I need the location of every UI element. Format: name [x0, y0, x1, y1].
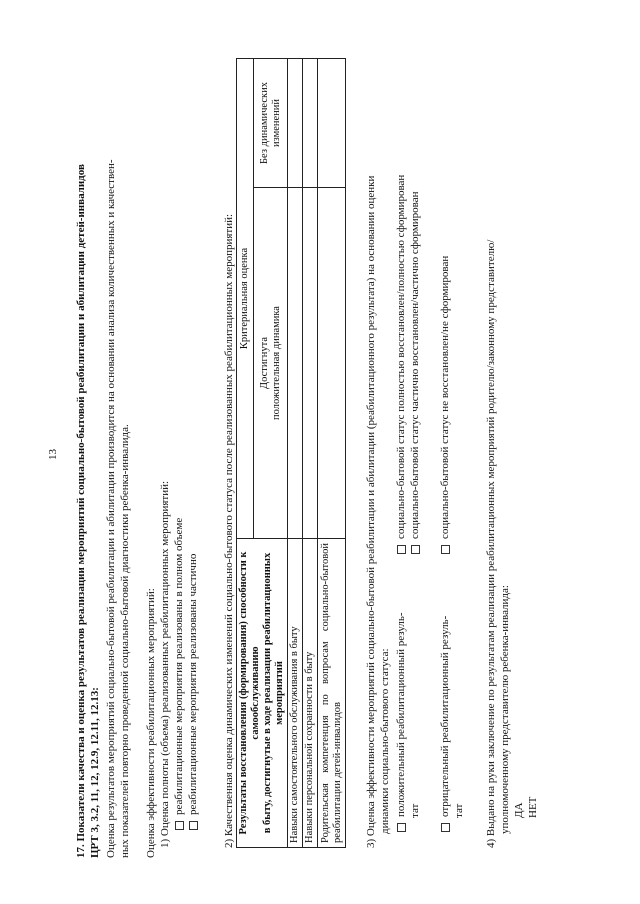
dynamics-table [236, 58, 346, 848]
checkbox[interactable] [397, 823, 406, 832]
table-row [288, 59, 303, 848]
page-number: 13 [47, 449, 59, 460]
answer-yes[interactable]: ДА [513, 802, 525, 818]
item-4-text-cont: уполномоченному представителю ребенка-инвалида: [499, 585, 511, 834]
item-3-text-cont: динамики социально-бытового статуса: [379, 648, 391, 834]
section-heading: 17. Показатели качества и оценка результатов реализации мероприятий социально-бытовой реабилитации и абилитации детей-инвалидов [75, 164, 87, 858]
section-heading-codes: ЦРТ 3, 3.2, 11, 12, 12.9, 12.11, 12.13: [89, 687, 101, 858]
checkbox[interactable] [411, 545, 420, 554]
table-row [318, 59, 346, 848]
item-1-option[interactable]: реабилитационные мероприятия реализованы частично [186, 554, 200, 830]
table-cell: Навыки самостоятельного обслуживания в быту [288, 539, 303, 848]
table-cell: Навыки персональной сохранности в быту [303, 539, 318, 848]
checkbox[interactable] [175, 821, 184, 830]
item-3-text: 3) Оценка эффективности мероприятий социально-бытовой реабилитации и абилитации (реабилитационного результата) на основании оценки [365, 175, 377, 848]
intro-text: Оценка результатов мероприятий социально-бытовой реабилитации и абилитации производится на основании анализа количественных и качествен- [105, 159, 117, 858]
table-header-no-change: Без динамических изменений [254, 59, 288, 188]
checkbox[interactable] [397, 545, 406, 554]
negative-result-option[interactable]: отрицательный реабилитационный резуль- [438, 616, 452, 832]
positive-result-option[interactable]: положительный реабилитационный резуль- [394, 612, 408, 832]
checkbox[interactable] [441, 823, 450, 832]
table-row [303, 59, 318, 848]
table-cell [288, 59, 303, 188]
intro-text-cont: ных показателей повторно проведенной социально-бытовой диагностики ребенка-инвалида. [119, 424, 131, 858]
item-1-option[interactable]: реабилитационные мероприятия реализованы в полном объеме [172, 518, 186, 830]
negative-result-label-cont: тат [453, 803, 465, 818]
answer-no[interactable]: НЕТ [527, 796, 539, 818]
table-cell [303, 59, 318, 188]
table-header-criteria: Критериальная оценка [237, 59, 254, 539]
table-header-positive: Достигнута положительная динамика [254, 188, 288, 539]
table-cell [318, 188, 346, 539]
checkbox[interactable] [441, 545, 450, 554]
table-header-results: Результаты восстановления (формирования) способности к самообслуживанию в быту, достигнутые в ходе реализации реабилитационных мероприятий [237, 539, 288, 848]
positive-status-option[interactable]: социально-бытовой статус частично восстановлен/частично сформирован [408, 191, 422, 554]
positive-result-label-cont: тат [409, 803, 421, 818]
table-cell [288, 188, 303, 539]
table-cell [303, 188, 318, 539]
item-2-text: 2) Качественная оценка динамических изменений социально-бытового статуса после реализованных реабилитационных мероприятий: [223, 213, 235, 848]
checkbox[interactable] [189, 821, 198, 830]
evaluation-title: Оценка эффективности реабилитационных мероприятий: [145, 588, 157, 858]
positive-status-option[interactable]: социально-бытовой статус полностью восстановлен/полностью сформирован [394, 175, 408, 554]
table-cell [318, 59, 346, 188]
item-4-text: 4) Выдано на руки заключение по результатам реализации реабилитационных мероприятий родителю/законному представителю/ [485, 239, 497, 848]
item-1-text: 1) Оценка полноты (объема) реализованных реабилитационных мероприятий: [159, 480, 171, 848]
negative-status-option[interactable]: социально-бытовой статус не восстановлен/не сформирован [438, 256, 452, 554]
table-cell: Родительская компетенция по вопросам социально-бытовой реабилитации детей-инвалидов [318, 539, 346, 848]
